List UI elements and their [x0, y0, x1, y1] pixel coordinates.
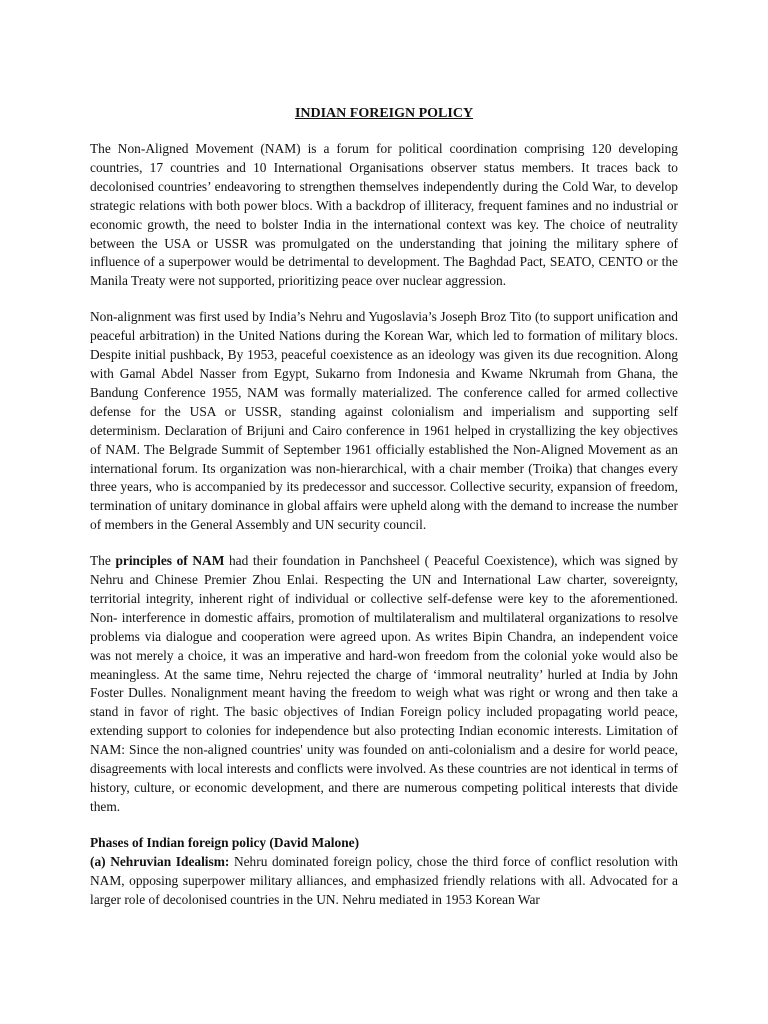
paragraph-nam-intro: The Non-Aligned Movement (NAM) is a forum for political coordination comprising 120 developing countries, 17 countries and 10 International Organisations observer status members. It traces back to decolonised countries’ endeavoring to strengthen themselves independently during the Cold War, to develop strategic relations with both power blocs. With a backdrop of illiteracy, frequent famines and no industrial or economic growth, the need to bolster India in the international context was key. The choice of neutrality between the USA or USSR was promulgated on the understanding that joining the military sphere of influence of a superpower would be detrimental to development. The Baghdad Pact, SEATO, CENTO or the Manila Treaty were not supported, prioritizing peace over nuclear aggression. — [90, 141, 678, 289]
principles-body-text: had their foundation in Panchsheel ( Peaceful Coexistence), which was signed by Nehru and Chinese Premier Zhou Enlai. Respecting the UN and International Law charter, sovereignty, territorial integrity, inherent right of individual or collective self-defense were key to the aforementioned. Non- interference in domestic affairs, promotion of multilateralism and multilateral organizations to resolve problems via dialogue and cooperation were agreed upon. As writes Bipin Chandra, an independent voice was not merely a choice, it was an imperative and hard-won freedom from the colonial yoke would also be meaningless. At the same time, Nehru rejected the charge of ‘immoral neutrality’ hurled at India by John Foster Dulles. Nonalignment meant having the freedom to weigh what was right or wrong and then take a stand in favor of right. The basic objectives of Indian Foreign policy included propagating world peace, extending support to colonies for independence but also protecting Indian economic interests. Limitation of NAM: Since the non-aligned countries' unity was founded on anti-colonialism and a desire for world peace, disagreements with local interests and conflicts were involved. As these countries are not identical in terms of history, culture, or economic development, and there are numerous competing political interests that divide them. — [90, 553, 679, 814]
paragraph-nam-principles — [90, 552, 678, 817]
phases-heading: Phases of Indian foreign policy (David Malone) — [90, 834, 360, 850]
document-page — [90, 104, 678, 909]
principles-bold-term: principles of NAM — [115, 553, 225, 569]
phase-a-label: (a) Nehruvian Idealism: — [90, 853, 230, 869]
paragraph-nam-origins: Non-alignment was first used by India’s Nehru and Yugoslavia’s Joseph Broz Tito (to support unification and peaceful arbitration) in the United Nations during the Korean War, which led to formation of military blocs. Despite initial pushback, By 1953, peaceful coexistence as an ideology was given its due recognition. Along with Gamal Abdel Nasser from Egypt, Sukarno from Indonesia and Kwame Nkrumah from Ghana, the Bandung Conference 1955, NAM was formally materialized. The conference called for armed collective defense for the USA or USSR, standing against colonialism and imperialism and supporting self determinism. Declaration of Brijuni and Cairo conference in 1961 helped in crystallizing the key objectives of NAM. The Belgrade Summit of September 1961 officially established the Non-Aligned Movement as an international forum. Its organization was non-hierarchical, with a chair member (Troika) that changes every three years, who is accompanied by its predecessor and successor. Collective security, expansion of freedom, termination of unitary dominance in global affairs were upheld along with the demand to increase the number of members in the General Assembly and UN security council. — [90, 309, 678, 533]
principles-lead-text: The — [90, 553, 116, 569]
paragraph-phase-a — [90, 853, 678, 910]
document-title: INDIAN FOREIGN POLICY — [294, 106, 474, 121]
phase-a-text: Nehru dominated foreign policy, chose the third force of conflict resolution with NAM, opposing superpower military alliances, and emphasized friendly relations with all. Advocated for a larger role of decolonised countries in the UN. Nehru mediated in 1953 Korean War — [90, 853, 678, 907]
